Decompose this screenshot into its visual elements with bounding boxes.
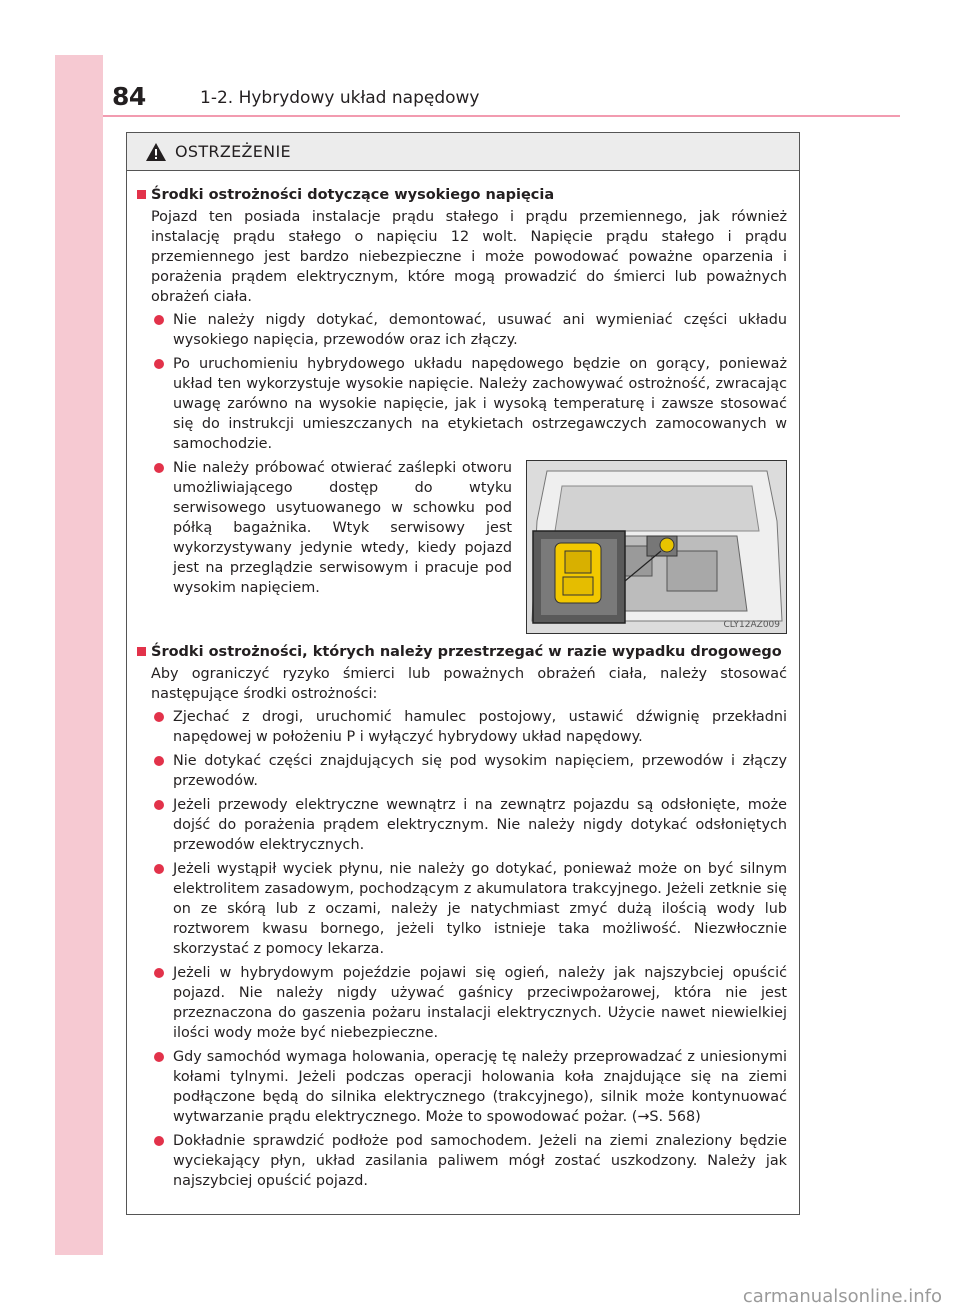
bullet-dot-icon bbox=[154, 864, 164, 874]
list-item-text: Nie należy próbować otwierać zaślepki otworu umożliwiającego dostęp do wtyku serwisowego usytuowanego w schowku pod półką bagażnika. Wtyk serwisowy jest wykorzystywany jedynie wtedy, kiedy pojazd jest na przeglądzie serwisowym i pracuje pod wysokim napięciem. bbox=[173, 460, 512, 596]
section-accident bbox=[137, 642, 787, 1191]
list-item bbox=[137, 859, 787, 959]
list-item-text: Jeżeli przewody elektryczne wewnątrz i na zewnątrz pojazdu są odsłonięte, może dojść do porażenia prądem elektrycznym. Nie należy nigdy dotykać odsłoniętych przewodów elektrycznych. bbox=[173, 797, 787, 853]
list-item bbox=[137, 1047, 787, 1127]
list-item-text: Gdy samochód wymaga holowania, operację tę należy przeprowadzać z uniesionymi kołami tylnymi. Jeżeli podczas operacji holowania koła znajdujące się na ziemi podłączone będą do silnika elektrycznego (trakcyjnego), silnik może kontynuować wytwarzanie prądu elektrycznego. Może to spowodować pożar. (→S. 568) bbox=[173, 1049, 787, 1125]
bullet-dot-icon bbox=[154, 1136, 164, 1146]
list-item-text: Nie dotykać części znajdujących się pod wysokim napięciem, przewodów i złączy przewodów. bbox=[173, 753, 787, 789]
list-item-text: Jeżeli w hybrydowym pojeździe pojawi się ogień, należy jak najszybciej opuścić pojazd. Nie należy nigdy używać gaśnicy przeciwpożarowej, która nie jest przeznaczona do gaszenia pożaru instalacji elektrycznych. Użycie nawet niewielkiej ilości wody może być niebezpieczne. bbox=[173, 965, 787, 1041]
bullet-dot-icon bbox=[154, 315, 164, 325]
luggage-compartment-illustration bbox=[527, 461, 786, 633]
warning-triangle-icon bbox=[145, 142, 167, 162]
list-item bbox=[137, 354, 787, 454]
bullet-dot-icon bbox=[154, 712, 164, 722]
list-item bbox=[137, 1131, 787, 1191]
warning-box bbox=[126, 132, 800, 1215]
section-heading: Środki ostrożności, których należy przestrzegać w razie wypadku drogowego bbox=[137, 642, 787, 662]
list-item bbox=[137, 707, 787, 747]
service-plug-photo bbox=[526, 460, 787, 634]
list-item bbox=[137, 458, 512, 598]
bullet-dot-icon bbox=[154, 756, 164, 766]
list-item bbox=[137, 310, 787, 350]
section-heading: Środki ostrożności dotyczące wysokiego napięcia bbox=[137, 185, 787, 205]
bullet-with-image bbox=[137, 458, 787, 634]
warning-title: OSTRZEŻENIE bbox=[175, 142, 291, 161]
section-high-voltage bbox=[137, 185, 787, 634]
list-item-text: Nie należy nigdy dotykać, demontować, usuwać ani wymieniać części układu wysokiego napięcia, przewodów oraz ich złączy. bbox=[173, 312, 787, 348]
section-intro: Aby ograniczyć ryzyko śmierci lub poważnych obrażeń ciała, należy stosować następujące środki ostrożności: bbox=[151, 666, 787, 702]
image-code: CLY12AZ009 bbox=[723, 620, 780, 630]
list-item bbox=[137, 795, 787, 855]
section-title: 1-2. Hybrydowy układ napędowy bbox=[200, 88, 480, 108]
list-item-text: Po uruchomieniu hybrydowego układu napędowego będzie on gorący, ponieważ układ ten wykorzystuje wysokie napięcie. Należy zachowywać ostrożność, zwracając uwagę zarówno na wysokie napięcie, jak i wysoką temperaturę i zawsze stosować się do instrukcji umieszczanych na etykietach ostrzegawczych zamocowanych w samochodzie. bbox=[173, 356, 787, 452]
list-item-text: Jeżeli wystąpił wyciek płynu, nie należy go dotykać, ponieważ może on być silnym elektrolitem zasadowym, pochodzącym z akumulatora trakcyjnego. Jeżeli zetknie się on ze skórą lub z oczami, należy je natychmiast zmyć dużą ilością wody lub roztworem kwasu bornego, jeżeli tylko istnieje taka możliwość. Niezwłocznie skorzystać z pomocy lekarza. bbox=[173, 861, 787, 957]
warning-content bbox=[137, 185, 787, 1199]
bullet-dot-icon bbox=[154, 800, 164, 810]
bullet-dot-icon bbox=[154, 968, 164, 978]
list-item-text: Dokładnie sprawdzić podłoże pod samochodem. Jeżeli na ziemi znaleziony będzie wyciekający płyn, układ zasilania paliwem mógł zostać uszkodzony. Należy jak najszybciej opuścić pojazd. bbox=[173, 1133, 787, 1189]
list-item-text: Zjechać z drogi, uruchomić hamulec postojowy, ustawić dźwignię przekładni napędowej w położeniu P i wyłączyć hybrydowy układ napędowy. bbox=[173, 709, 787, 745]
page-number: 84 bbox=[112, 82, 146, 111]
list-item bbox=[137, 751, 787, 791]
bullet-dot-icon bbox=[154, 359, 164, 369]
watermark: carmanualsonline.info bbox=[742, 1286, 942, 1307]
list-item bbox=[137, 963, 787, 1043]
bullet-dot-icon bbox=[154, 1052, 164, 1062]
section-intro: Pojazd ten posiada instalacje prądu stałego i prądu przemiennego, jak również instalację prądu stałego o napięciu 12 wolt. Napięcie prądu stałego i prądu przemiennego jest bardzo niebezpieczne i może powodować poważne oparzenia i porażenia prądem elektrycznym, które mogą prowadzić do śmierci lub poważnych obrażeń ciała. bbox=[151, 209, 787, 305]
header-rule bbox=[103, 115, 900, 117]
warning-header bbox=[127, 133, 799, 171]
side-tab-strip bbox=[55, 55, 103, 1255]
bullet-dot-icon bbox=[154, 463, 164, 473]
